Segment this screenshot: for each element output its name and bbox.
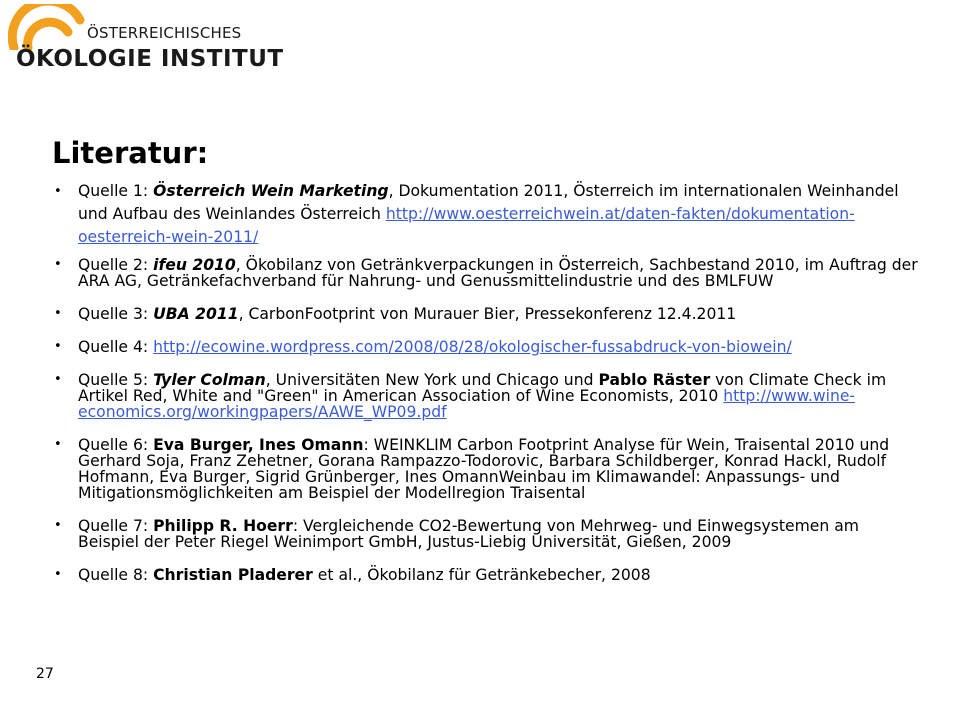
logo-text-line2: ÖKOLOGIE INSTITUT	[16, 46, 284, 72]
reference-item-3	[52, 306, 922, 322]
reference-author: UBA 2011	[153, 305, 239, 323]
reference-author: Österreich Wein Marketing	[153, 182, 389, 200]
reference-author: Tyler Colman	[153, 371, 266, 389]
reference-label: Quelle 2:	[78, 256, 154, 274]
reference-label: Quelle 1:	[78, 182, 154, 200]
reference-label: Quelle 3:	[78, 305, 154, 323]
reference-item-4	[52, 339, 922, 355]
reference-link[interactable]: http://ecowine.wordpress.com/2008/08/28/okologischer-fussabdruck-von-biowein/	[153, 338, 792, 356]
reference-text: von Climate Check im Artikel Red, White and "Green" in American Association of Wine Economists, 2010	[78, 371, 887, 405]
reference-text: et al., Ökobilanz für Getränkebecher, 2008	[312, 566, 651, 584]
reference-link[interactable]: http://www.wine-economics.org/workingpapers/AAWE_WP09.pdf	[78, 387, 856, 421]
page-number: 27	[36, 666, 54, 682]
reference-link[interactable]: http://www.oesterreichwein.at/daten-fakten/dokumentation-oesterreich-wein-2011/	[78, 205, 855, 246]
reference-item-7	[52, 518, 922, 550]
reference-list	[52, 180, 922, 600]
reference-label: Quelle 7:	[78, 517, 154, 535]
reference-item-8	[52, 567, 922, 583]
reference-label: Quelle 8:	[78, 566, 154, 584]
reference-label: Quelle 5:	[78, 371, 154, 389]
reference-text: : Vergleichende CO2-Bewertung von Mehrweg- und Einwegsystemen am Beispiel der Peter Riegel Weinimport GmbH, Justus-Liebig Universität, Gießen, 2009	[78, 517, 859, 551]
reference-item-6	[52, 437, 922, 501]
reference-text: , Universitäten New York und Chicago und	[265, 371, 599, 389]
reference-item-2	[52, 257, 922, 289]
reference-text: , Dokumentation 2011, Österreich im internationalen Weinhandel und Aufbau des Weinlandes Österreich	[78, 182, 899, 223]
reference-text: , CarbonFootprint von Murauer Bier, Pressekonferenz 12.4.2011	[238, 305, 737, 323]
reference-item-1	[52, 180, 922, 249]
reference-label: Quelle 6:	[78, 436, 154, 454]
reference-author: Philipp R. Hoerr	[153, 517, 293, 535]
reference-text: : WEINKLIM Carbon Footprint Analyse für Wein, Traisental 2010 und Gerhard Soja, Franz Zehetner, Gorana Rampazzo-Todorovic, Barbara Schildberger, Konrad Hackl, Rudolf Hofmann, Eva Burger, Sigrid Grünberger, Ines OmannWeinbau im Klimawandel: Anpassungs- und Mitigationsmöglichkeiten am Beispiel der Modellregion Traisental	[78, 436, 890, 502]
reference-author: ifeu 2010	[153, 256, 236, 274]
reference-author: Eva Burger, Ines Omann	[153, 436, 364, 454]
reference-label: Quelle 4:	[78, 338, 154, 356]
reference-item-5	[52, 372, 922, 420]
slide-title: Literatur:	[52, 136, 209, 170]
logo-arc-icon	[8, 4, 88, 50]
logo-text-line1: ÖSTERREICHISCHES	[87, 24, 242, 42]
reference-author-2: Pablo Räster	[598, 371, 711, 389]
reference-author: Christian Pladerer	[153, 566, 313, 584]
institute-logo	[8, 4, 284, 74]
reference-text: , Ökobilanz von Getränkverpackungen in Österreich, Sachbestand 2010, im Auftrag der ARA AG, Getränkefachverband für Nahrung- und Genussmittelindustrie und des BMLFUW	[78, 256, 918, 290]
